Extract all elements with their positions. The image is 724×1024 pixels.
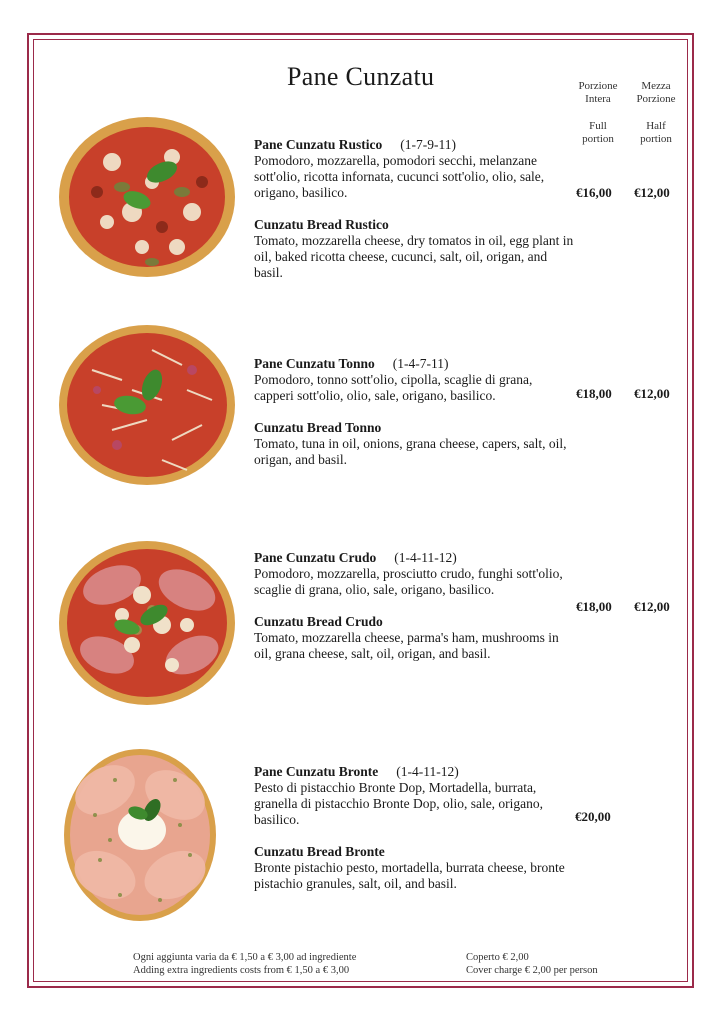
price-half: €12,00	[634, 185, 670, 200]
price-full: €20,00	[575, 809, 611, 824]
column-header-full-it: Porzione Intera	[578, 80, 618, 105]
pizza-crudo-image	[52, 535, 242, 710]
footer-extra-en: Adding extra ingredients costs from € 1,50 a € 3,00	[133, 965, 350, 976]
menu-item-rustico	[254, 137, 574, 281]
pizza-bronte-image	[60, 745, 220, 925]
price-full: €18,00	[576, 599, 612, 614]
footer-extra-it: Ogni aggiunta varia da € 1,50 a € 3,00 ad ingrediente	[133, 952, 357, 963]
item-description-en: Tomato, mozzarella cheese, parma's ham, mushrooms in oil, grana cheese, salt, oil, origan, and basil.	[254, 630, 559, 661]
menu-item-tonno	[254, 356, 574, 468]
column-header-half-it: Mezza Porzione	[636, 80, 676, 105]
item-name: Pane Cunzatu Bronte (1-4-11-12)	[254, 764, 459, 779]
item-name: Pane Cunzatu Crudo (1-4-11-12)	[254, 550, 457, 565]
footer-cover-en: Cover charge € 2,00 per person	[466, 965, 598, 976]
pizza-tonno-image	[52, 320, 242, 490]
allergen-codes: (1-4-11-12)	[396, 764, 459, 779]
item-name: Pane Cunzatu Rustico (1-7-9-11)	[254, 137, 456, 152]
item-name: Pane Cunzatu Tonno (1-4-7-11)	[254, 356, 449, 371]
allergen-codes: (1-7-9-11)	[400, 137, 456, 152]
column-header-half-en: Half portion	[640, 120, 672, 145]
item-description-it: Pomodoro, mozzarella, prosciutto crudo, funghi sott'olio, scaglie di grana, olio, sale, origano, basilico.	[254, 566, 563, 597]
item-name-en: Cunzatu Bread Tonno	[254, 420, 382, 435]
item-name-en: Cunzatu Bread Crudo	[254, 614, 383, 629]
item-name-en: Cunzatu Bread Bronte	[254, 844, 385, 859]
menu-item-bronte	[254, 764, 574, 892]
footer-cover-note	[466, 951, 598, 977]
allergen-codes: (1-4-11-12)	[394, 550, 457, 565]
footer-extra-note	[133, 951, 356, 977]
footer-cover-it: Coperto € 2,00	[466, 952, 529, 963]
price-half: €12,00	[634, 386, 670, 401]
price-half: €12,00	[634, 599, 670, 614]
item-description-it: Pomodoro, mozzarella, pomodori secchi, melanzane sott'olio, ricotta infornata, cucunci sott'olio, olio, sale, origano, basilico.	[254, 153, 545, 200]
price-full: €18,00	[576, 386, 612, 401]
item-description-it: Pomodoro, tonno sott'olio, cipolla, scaglie di grana, capperi sott'olio, olio, sale, origano, basilico.	[254, 372, 533, 403]
item-description-it: Pesto di pistacchio Bronte Dop, Mortadella, burrata, granella di pistacchio Bronte Dop, olio, sale, origano, basilico.	[254, 780, 544, 827]
menu-title: Pane Cunzatu	[287, 62, 435, 91]
allergen-codes: (1-4-7-11)	[392, 356, 449, 371]
item-description-en: Tomato, tuna in oil, onions, grana cheese, capers, salt, oil, origan, and basil.	[254, 436, 567, 467]
pizza-rustico-image	[52, 112, 242, 282]
item-name-en: Cunzatu Bread Rustico	[254, 217, 389, 232]
column-header-full-en: Full portion	[582, 120, 614, 145]
item-description-en: Bronte pistachio pesto, mortadella, burrata cheese, bronte pistachio granules, salt, oil, and basil.	[254, 860, 565, 891]
price-full: €16,00	[576, 185, 612, 200]
menu-item-crudo	[254, 550, 574, 662]
item-description-en: Tomato, mozzarella cheese, dry tomatos in oil, egg plant in oil, baked ricotta cheese, cucunci, salt, oil, origan, and basil.	[254, 233, 574, 280]
